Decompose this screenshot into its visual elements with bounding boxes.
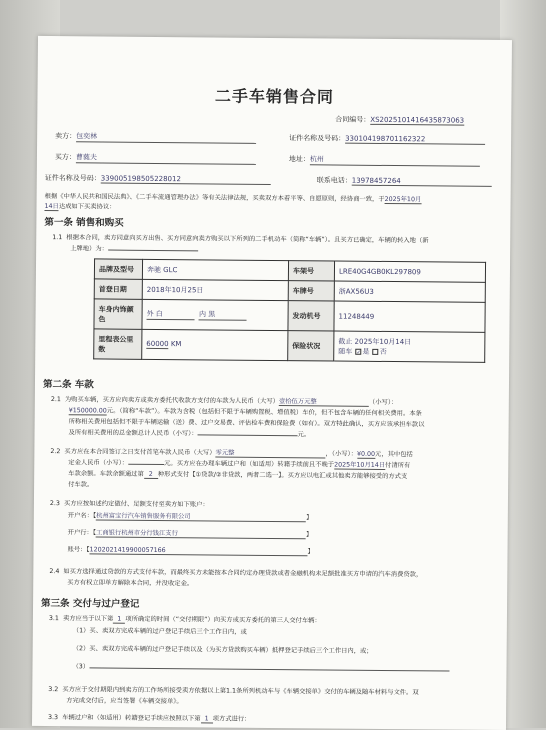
clause-2-1-line4	[69, 427, 311, 438]
clause-text: （3）	[72, 663, 90, 671]
clause-text: 元。	[297, 431, 311, 439]
clause-number: 3.3	[48, 714, 59, 722]
account-name-label: 开户名：【	[67, 512, 97, 520]
contract-number	[335, 115, 464, 126]
engine-value: 11248449	[334, 301, 485, 332]
bracket: 】	[305, 531, 313, 539]
clause-2-3	[50, 498, 209, 508]
bank-value: 工商银行杭州市分行钱江支行	[96, 527, 306, 539]
checkbox-yes[interactable]: ✓	[356, 349, 361, 356]
account-no-row	[67, 544, 313, 556]
clause-2-4-line2: 买方有权立即单方解除本合同，并没收定金。	[67, 579, 194, 588]
clause-text: 上牌地）为：	[70, 245, 108, 253]
relocation-blank	[108, 250, 198, 252]
clause-2-4-line1	[49, 566, 422, 578]
clause-number: 3.2	[48, 686, 59, 694]
preamble-line2	[44, 201, 115, 212]
section-3-title: 第三条 交付与过户登记	[41, 597, 140, 610]
clause-number: 2.1	[50, 396, 61, 404]
plate-label: 车牌号	[288, 281, 334, 301]
clause-text: 为购买车辆，买方应向卖方或卖方委托代收款方支付的车款为人民币（大写）	[64, 396, 279, 406]
engine-label: 发动机号	[288, 301, 334, 331]
reg-date-label: 首登日期	[94, 279, 142, 299]
bank-row	[68, 527, 313, 539]
clause-text: 定金人民币（小写）：	[68, 459, 129, 467]
seller-row	[55, 131, 256, 144]
clause-number: 2.3	[49, 500, 60, 508]
clause-text: 元，其中包括	[375, 450, 413, 459]
clause-text: 元。（简称“车款”）。车款为含税（包括但不限于车辆购置税、增值税）车价，但不包含车辆的任何相关费用。本条	[106, 407, 422, 418]
contract-number-value: XS20251014164358730​63	[370, 115, 465, 125]
mileage-unit: KM	[170, 340, 182, 349]
clause-text: 车款余额。车款余额通过第	[68, 470, 144, 478]
plate-value: 浙AX56U3	[334, 281, 485, 302]
total-blank	[198, 434, 298, 436]
clause-text: 买方应在本合同签订之日支付首笔车款人民币（大写）	[64, 448, 216, 457]
transfer-option-number: 1	[201, 715, 213, 723]
preamble-text: 根据《中华人民共和国民法典》、《二手车流通管理办法》等有关法律法规，买卖双方本着平等、自愿原则，经协商一致，于	[44, 192, 385, 203]
clause-3-1-option3	[72, 661, 449, 673]
clause-number: 1.1	[52, 234, 63, 242]
frame-value: LRE40G4GB0KL297809	[334, 261, 485, 282]
reg-date-value: 2018年10月25日	[142, 279, 288, 300]
brand-value: 奔驰 GLC	[142, 259, 288, 280]
clause-number: 2.4	[49, 568, 60, 576]
buyer-name: 曹蕤夫	[76, 152, 256, 165]
clause-text: 卖方应当于以下第	[62, 615, 114, 623]
clause-text: 付清所有	[385, 461, 411, 470]
clause-text: （小写）：	[368, 398, 398, 407]
buyer-row	[55, 152, 256, 165]
preamble-end: 达成如下买卖协议：	[58, 203, 116, 211]
clause-text: 如买方选择通过贷款的方式支付车款，而最终买方未能按本合同约定办理贷款或者金融机构未足额批准买方申请的汽车消费贷款，	[63, 568, 423, 579]
bank-label: 开户行：【	[67, 529, 97, 537]
table-row	[94, 329, 485, 362]
phone-label: 联系电话：	[316, 176, 352, 185]
seller-id-label: 证件名称及号码：	[289, 134, 346, 143]
clause-2-1-line3: 所称相关费用包括但不限于车辆运输（送）费、过户交易费、评估检车费和保险费（如有）。双方特此确认，买方应该承担车款以	[68, 418, 425, 429]
clause-3-1	[49, 613, 321, 625]
insurance-deadline: 截止 2025年10月14日	[338, 337, 412, 346]
address-row	[289, 154, 480, 167]
clause-text: 种形式支付【①贷款/②非贷款，两者二选一】。买方应以电汇或其他卖方能够接受的方式支	[157, 470, 408, 481]
clause-3-3	[48, 712, 250, 724]
address-value: 杭州	[310, 154, 480, 166]
insurance-label: 保险状况	[288, 331, 334, 361]
balance-due-date: 2025年10月14日	[334, 461, 386, 469]
clause-text: 车辆过户和（如适用）转籍登记手续应按照以下第	[62, 714, 201, 723]
clause-2-2-line4: 付车款。	[68, 481, 94, 489]
clause-number: 3.1	[48, 615, 59, 623]
insurance-with-car	[338, 346, 480, 357]
contract-page	[32, 36, 512, 730]
clause-number: 2.2	[50, 448, 61, 456]
checkbox-no[interactable]	[373, 348, 379, 354]
payment-method-number: 2	[144, 471, 158, 479]
preamble-date: 2025年10月	[384, 195, 422, 204]
clause-text: 及所有相关费用的总金额总计人民币（小写）：	[68, 429, 198, 438]
buyer-id-label: 证件名称及号码：	[44, 173, 101, 183]
price-in-words: 壹拾伍万元整	[279, 396, 369, 407]
insurance-value	[334, 331, 485, 362]
preamble-day: 14日	[44, 202, 59, 211]
clause-2-2-line3	[68, 468, 407, 481]
clause-1-1-b	[70, 243, 198, 253]
clause-3-2-line1	[48, 684, 418, 696]
seller-name: 包奕林	[76, 131, 256, 144]
clause-text: 项所确定的时间（“交付期限”）向买方或买方委托的第三人交付车辆：	[125, 615, 321, 625]
clause-text: ，（小写）：	[325, 450, 358, 458]
contract-title: 二手车销售合同	[214, 86, 335, 107]
buyer-label: 买方：	[54, 153, 76, 162]
contract-number-label: 合同编号：	[335, 115, 371, 124]
clause-text: 根据本合同，卖方同意向买方出售、买方同意向卖方购买以下所列的二手机动车（简称“车辆”）。且买方已确定，车辆的转入地（新	[66, 234, 429, 245]
buyer-id-value: 339005198505228012	[101, 174, 271, 184]
color-value	[142, 299, 288, 330]
first-payment-words: 零元整	[215, 447, 325, 458]
buyer-id-row	[45, 173, 271, 185]
clause-text: 项方式进行：	[212, 715, 251, 723]
clause-3-2-line2: 方完成交付后，应当签署《车辆交接单》。	[66, 697, 183, 706]
phone-row	[317, 175, 492, 187]
seller-id-row	[289, 133, 485, 145]
interior-color: 内 黑	[199, 309, 247, 320]
section-1-title: 第一条 销售和购买	[44, 216, 124, 229]
clause-text: 元。买方应在办理车辆过户和（如适用）转籍手续前且不晚于	[164, 460, 335, 469]
section-2-title: 第二条 车款	[42, 378, 94, 391]
table-row	[94, 299, 485, 332]
yes-label: 是	[362, 347, 370, 356]
account-no-value: 1202021419900057166	[90, 546, 308, 556]
bracket: 】	[307, 548, 314, 556]
deposit-blank	[128, 464, 164, 465]
frame-label: 车架号	[288, 261, 334, 281]
address-label: 地址：	[288, 155, 310, 164]
account-name-value: 杭州富宝行汽车销售服务有限公司	[96, 510, 306, 522]
price-in-figures: ¥150000.00	[68, 407, 107, 415]
no-label: 否	[379, 347, 387, 356]
exterior-color: 外 白	[147, 309, 195, 320]
clause-1-1	[52, 232, 428, 244]
option3-blank	[89, 667, 449, 671]
vehicle-info-table	[93, 258, 486, 362]
bracket: 】	[306, 514, 313, 522]
account-name-row	[68, 510, 313, 522]
brand-label: 品牌及型号	[94, 259, 142, 279]
seller-label: 卖方：	[55, 132, 77, 141]
with-car-label: 随车	[338, 347, 353, 356]
clause-3-1-option2: （2）买、卖双方完成车辆的过户登记手续以及（为买方贷款购买车辆）抵押登记手续后三个工作日内，或；	[72, 645, 373, 655]
clause-3-1-option1: （1）买、卖双方完成车辆的过户登记手续后三个工作日内，或	[72, 627, 247, 636]
color-label: 车身内饰颜色	[94, 299, 142, 329]
clause-text: 买方应按如述约定做付、足额支付至卖方如下账户：	[63, 500, 209, 509]
account-no-label: 账号：【	[67, 546, 90, 554]
first-payment-figures: ¥0.00	[356, 450, 376, 458]
clause-text: 买方应于交付期限内到卖方的工作场所接受卖方依据以上第1.1条所列机动车与《车辆交接单》交付的车辆及随车材料与文件。双	[62, 686, 419, 697]
mileage-label: 里程表公里数	[94, 329, 142, 359]
delivery-option-number: 1	[113, 616, 125, 624]
mileage-value	[142, 329, 288, 360]
phone-value: 13978457264	[352, 177, 492, 187]
seller-id-value: 330104198701162322	[345, 135, 485, 145]
mileage-number: 60000	[146, 339, 169, 349]
